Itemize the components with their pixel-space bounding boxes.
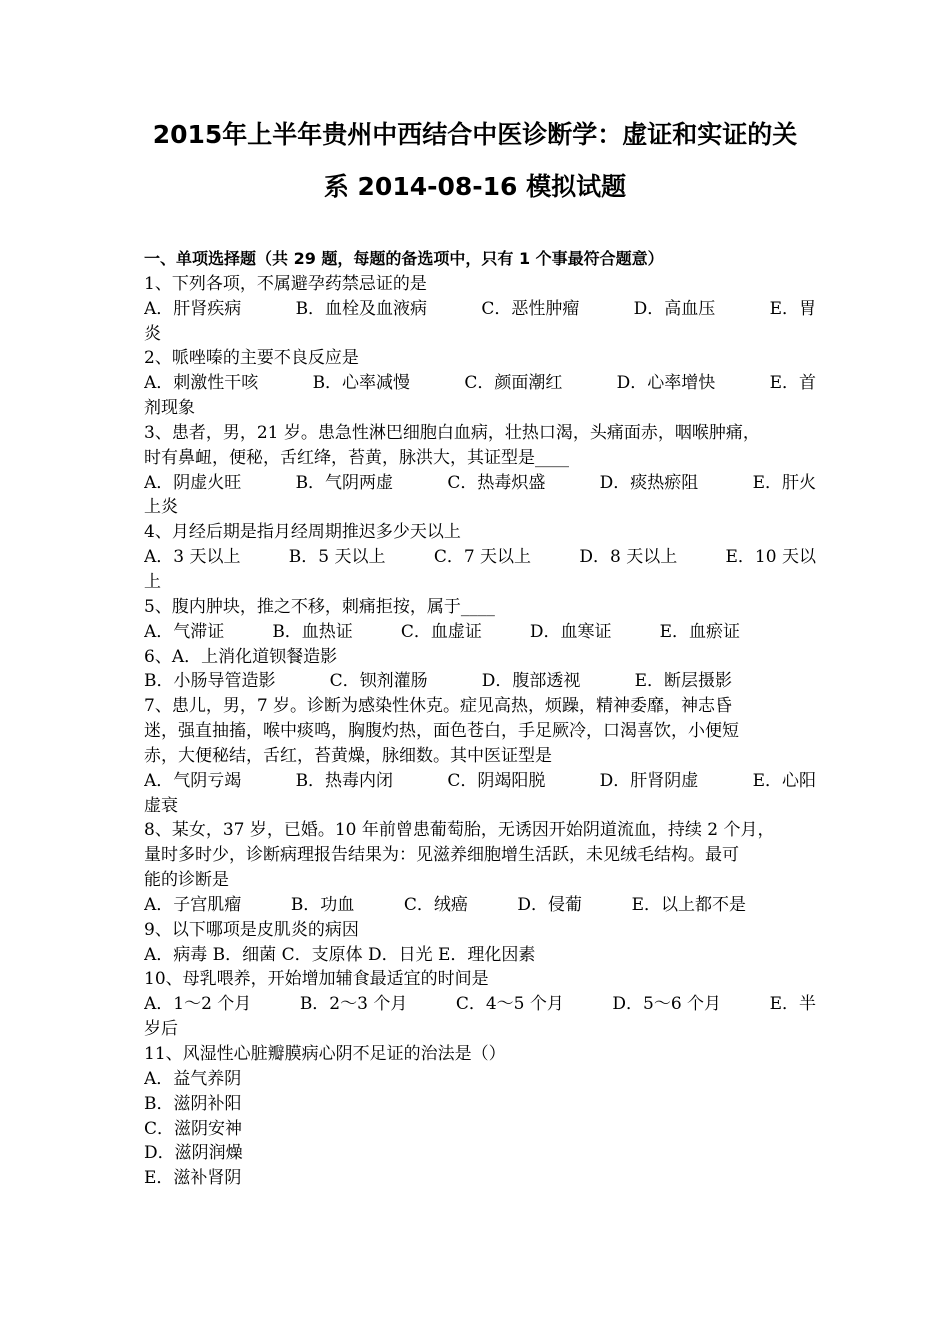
- option: E．血瘀证: [659, 621, 740, 642]
- option: D．痰热瘀阻: [599, 472, 699, 493]
- question-options: [144, 669, 732, 694]
- option: B．功血: [290, 894, 355, 915]
- option: E．半: [769, 994, 816, 1015]
- option-wrap: 上炎: [144, 497, 178, 518]
- option: C．4～5 个月: [455, 994, 564, 1015]
- question-options: [144, 620, 744, 645]
- section-header: 一、单项选择题（共 29 题，每题的备选项中，只有 1 个事最符合题意）: [144, 249, 664, 268]
- option: A．肝肾疾病: [144, 298, 242, 319]
- question-text: 时有鼻衄，便秘，舌红绛，苔黄，脉洪大，其证型是____: [144, 447, 569, 468]
- question-options: [144, 893, 746, 918]
- document-title-line2: 系 2014-08-16 模拟试题: [323, 172, 627, 201]
- option: D．心率增快: [616, 373, 716, 394]
- question-list: [144, 247, 816, 1191]
- option: D．高血压: [633, 298, 716, 319]
- option: C．阴竭阳脱: [447, 770, 546, 791]
- option: B．血热证: [272, 621, 353, 642]
- question-options: [144, 769, 816, 794]
- option: A．阴虚火旺: [144, 472, 242, 493]
- question-text: 5、腹内肿块，推之不移，刺痛拒按，属于____: [144, 596, 495, 617]
- option: E．10 天以: [725, 547, 816, 568]
- option: D．腹部透视: [481, 671, 581, 692]
- option: A．气滞证: [144, 621, 225, 642]
- question-text: 4、月经后期是指月经周期推迟多少天以上: [144, 522, 461, 543]
- option: C．钡剂灌肠: [329, 671, 428, 692]
- question-text: 迷，强直抽搐，喉中痰鸣，胸腹灼热，面色苍白，手足厥冷，口渴喜饮，小便短: [144, 721, 739, 742]
- question-text: 11、风湿性心脏瓣膜病心阴不足证的治法是（）: [144, 1044, 506, 1064]
- option: B．心率减慢: [312, 373, 411, 394]
- option: E．滋补肾阴: [144, 1168, 242, 1189]
- option: B．5 天以上: [288, 547, 386, 568]
- question-text: 3、患者，男，21 岁。患急性淋巴细胞白血病，壮热口渴，头痛面赤，咽喉肿痛，: [144, 422, 760, 443]
- option: A．益气养阴: [144, 1068, 242, 1089]
- option: C．7 天以上: [433, 547, 532, 568]
- option: B．血栓及血液病: [295, 298, 428, 319]
- question-options: [144, 297, 816, 322]
- option-wrap: 岁后: [144, 1019, 178, 1040]
- option: B．滋阴补阳: [144, 1093, 242, 1114]
- option: B．小肠导管造影: [144, 671, 276, 692]
- option: C．热毒炽盛: [447, 472, 546, 493]
- option-wrap: 虚衰: [144, 795, 178, 816]
- option: A．气阴亏竭: [144, 770, 242, 791]
- option: D．8 天以上: [579, 547, 678, 568]
- option: E．肝火: [752, 472, 816, 493]
- option: C．恶性肿瘤: [481, 298, 580, 319]
- question-text: 6、A．上消化道钡餐造影: [144, 646, 338, 667]
- option: E．首: [769, 373, 816, 394]
- document-title-line1: 2015年上半年贵州中西结合中医诊断学：虚证和实证的关: [152, 120, 798, 149]
- option: B．气阴两虚: [295, 472, 394, 493]
- question-text: 量时多时少，诊断病理报告结果为：见滋养细胞增生活跃，未见绒毛结构。最可: [144, 845, 739, 866]
- option: D．5～6 个月: [612, 994, 722, 1015]
- option-wrap: 炎: [144, 323, 161, 344]
- option: D．侵葡: [517, 894, 583, 915]
- option: A．1～2 个月: [144, 994, 252, 1015]
- option: C．血虚证: [400, 621, 482, 642]
- question-text: 9、以下哪项是皮肌炎的病因: [144, 919, 359, 940]
- option: E．断层摄影: [634, 671, 732, 692]
- question-text: 1、下列各项，不属避孕药禁忌证的是: [144, 273, 427, 294]
- question-text: 8、某女，37 岁，已婚。10 年前曾患葡萄胎，无诱因开始阴道流血，持续 2 个月，: [144, 820, 775, 841]
- option: C．绒癌: [403, 894, 468, 915]
- question-text: 2、哌唑嗪的主要不良反应是: [144, 348, 359, 369]
- option: D．滋阴润燥: [144, 1143, 243, 1164]
- option: E．以上都不是: [631, 894, 746, 915]
- option: A．刺激性干咳: [144, 373, 259, 394]
- question-options: [144, 992, 816, 1017]
- question-text: 赤，大便秘结，舌红，苔黄燥，脉细数。其中医证型是: [144, 745, 552, 766]
- option-wrap: 上: [144, 571, 161, 592]
- question-text: 能的诊断是: [144, 870, 229, 891]
- option: C．颜面潮红: [464, 373, 563, 394]
- question-options: A．病毒 B．细菌 C．支原体 D．日光 E．理化因素: [144, 944, 536, 965]
- option: E．胃: [769, 298, 816, 319]
- option: B．2～3 个月: [299, 994, 408, 1015]
- question-options: [144, 545, 816, 570]
- option-wrap: 剂现象: [144, 398, 195, 419]
- question-options: [144, 371, 816, 396]
- option: A．3 天以上: [144, 547, 241, 568]
- question-options: [144, 471, 816, 496]
- question-text: 7、患儿，男，7 岁。诊断为感染性休克。症见高热，烦躁，精神委靡，神志昏: [144, 696, 733, 717]
- question-text: 10、母乳喂养，开始增加辅食最适宜的时间是: [144, 969, 489, 990]
- option: C．滋阴安神: [144, 1118, 243, 1139]
- option: B．热毒内闭: [295, 770, 394, 791]
- option: D．肝肾阴虚: [599, 770, 699, 791]
- option: D．血寒证: [529, 621, 612, 642]
- option: A．子宫肌瘤: [144, 894, 242, 915]
- option: E．心阳: [752, 770, 816, 791]
